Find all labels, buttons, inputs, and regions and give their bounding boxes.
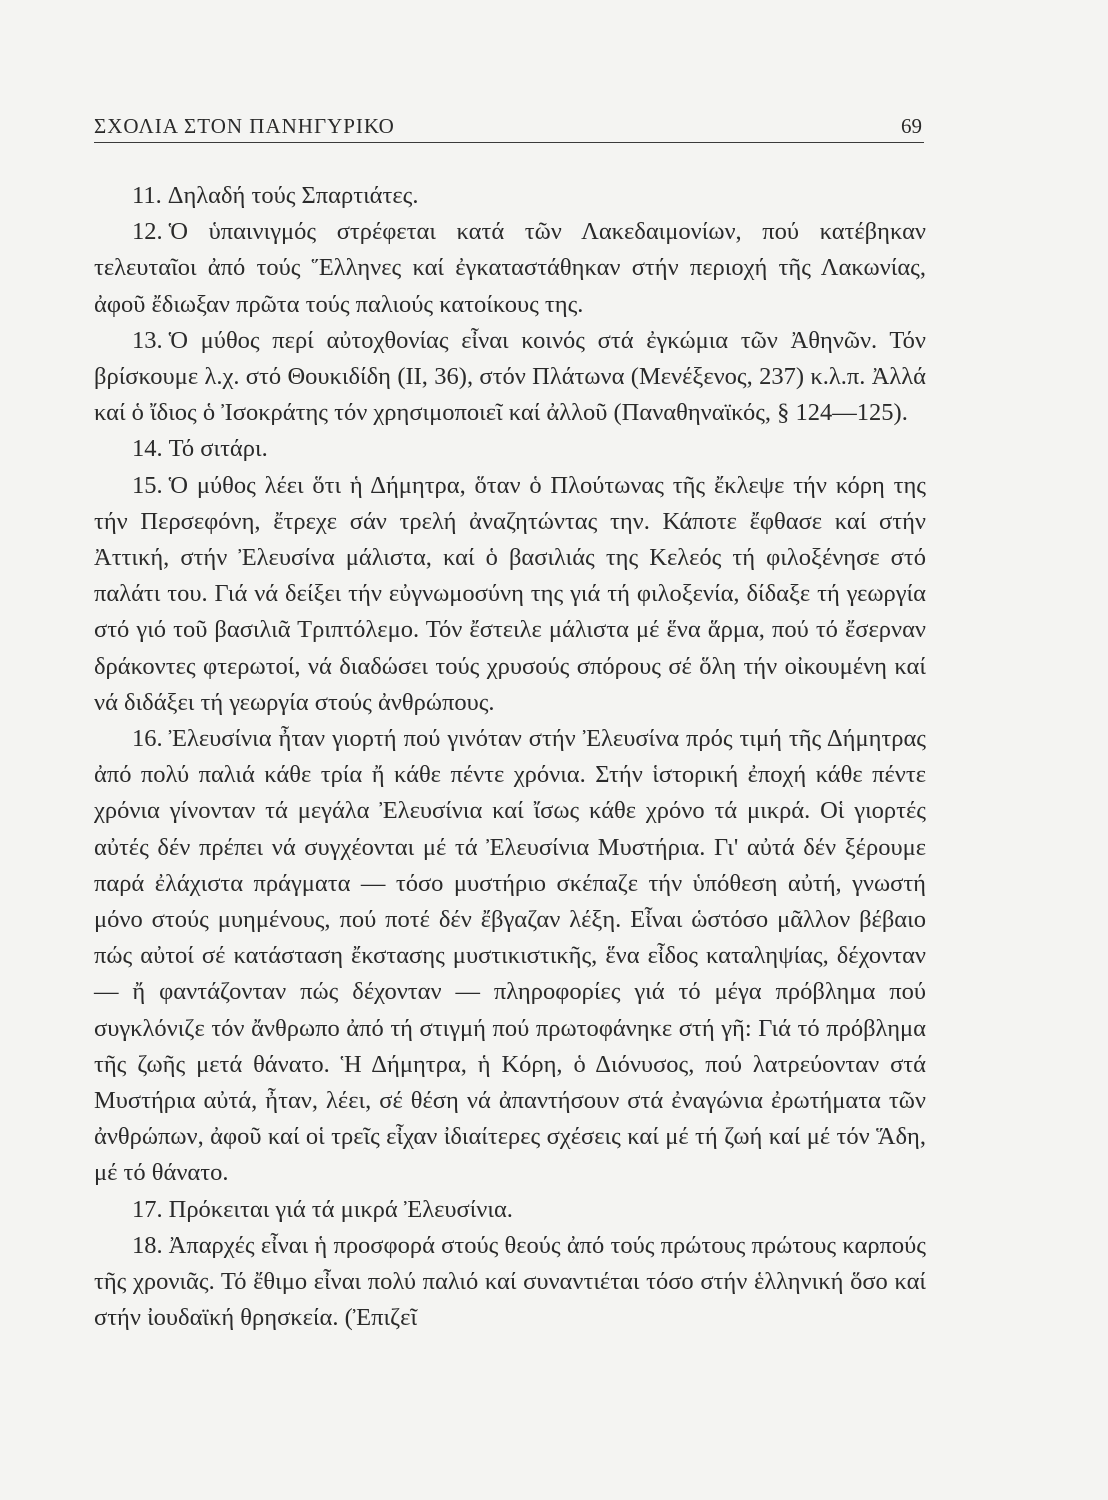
page-number: 69 xyxy=(901,114,922,138)
note-text: Δηλαδή τούς Σπαρτιάτες. xyxy=(167,182,419,209)
note-17 xyxy=(94,1192,926,1228)
running-title: ΣΧΟΛΙΑ ΣΤΟΝ ΠΑΝΗΓΥΡΙΚΟ xyxy=(94,114,395,138)
note-text: Ὁ ὑπαινιγμός στρέφεται κατά τῶν Λακεδαιμονίων, πού κατέβηκαν τελευταῖοι ἀπό τούς Ἕλληνες καί ἐγκαταστάθηκαν στήν περιοχή τῆς Λακωνίας, ἀφοῦ ἔδιωξαν πρῶτα τούς παλιούς κατοίκους της. xyxy=(94,218,926,318)
note-number: 12. xyxy=(132,218,163,246)
note-text: Ἐλευσίνια ἦταν γιορτή πού γινόταν στήν Ἐλευσίνα πρός τιμή τῆς Δήμητρας ἀπό πολύ παλιά κάθε τρία ἤ κάθε πέντε χρόνια. Στήν ἱστορική ἐποχή κάθε πέντε χρόνια γίνονταν τά μεγάλα Ἐλευσίνια καί ἴσως κάθε χρόνο τά μικρά. Οἱ γιορτές αὐτές δέν πρέπει νά συγχέονται μέ τά Ἐλευσίνια Μυστήρια. Γι' αὐτά δέν ξέρουμε παρά ἐλάχιστα πράγματα — τόσο μυστήριο σκέπαζε τήν ὑπόθεση αὐτή, γνωστή μόνο στούς μυημένους, πού ποτέ δέν ἔβγαζαν λέξη. Εἶναι ὡστόσο μᾶλλον βέβαιο πώς αὐτοί σέ κατάσταση ἔκστασης μυστικιστικῆς, ἕνα εἶδος καταληψίας, δέχονταν — ἤ φαντάζονταν πώς δέχονταν — πληροφορίες γιά τό μέγα πρόβλημα πού συγκλόνιζε τόν ἄνθρωπο ἀπό τή στιγμή πού πρωτοφάνηκε στή γῆ: Γιά τό πρόβλημα τῆς ζωῆς μετά θάνατο. Ἡ Δήμητρα, ἡ Κόρη, ὁ Διόνυσος, πού λατρεύονταν στά Μυστήρια αὐτά, ἦταν, λέει, σέ θέση νά ἀπαντήσουν στά ἐναγώνια ἐρωτήματα τῶν ἀνθρώπων, ἀφοῦ καί οἱ τρεῖς εἶχαν ἰδιαίτερες σχέσεις καί μέ τή ζωή καί μέ τόν Ἅδη, μέ τό θάνατο. xyxy=(94,725,926,1187)
note-number: 14. xyxy=(132,435,163,463)
note-11 xyxy=(94,178,926,214)
note-number: 17. xyxy=(132,1195,163,1223)
note-14 xyxy=(94,431,926,467)
note-number: 16. xyxy=(132,725,163,753)
note-12 xyxy=(94,214,926,323)
note-number: 15. xyxy=(132,471,163,499)
note-number: 13. xyxy=(132,326,163,354)
note-13 xyxy=(94,323,926,432)
note-text: Ἀπαρχές εἶναι ἡ προσφορά στούς θεούς ἀπό τούς πρώτους πρώτους καρπούς τῆς χρονιᾶς. Τό ἔθιμο εἶναι πολύ παλιό καί συναντιέται τόσο στήν ἑλληνική ὅσο καί στήν ἰουδαϊκή θρησκεία. (Ἐπιζεῖ xyxy=(94,1231,926,1332)
note-15 xyxy=(94,468,926,721)
note-18 xyxy=(94,1228,926,1337)
notes-body xyxy=(94,178,926,1337)
note-number: 11. xyxy=(132,182,162,209)
note-text: Ὁ μύθος περί αὐτοχθονίας εἶναι κοινός στά ἐγκώμια τῶν Ἀθηνῶν. Τόν βρίσκουμε λ.χ. στό Θουκιδίδη (ΙΙ, 36), στόν Πλάτωνα (Μενέξενος, 237) κ.λ.π. Ἀλλά καί ὁ ἴδιος ὁ Ἰσοκράτης τόν χρησιμοποιεῖ καί ἀλλοῦ (Παναθηναϊκός, § 124—125). xyxy=(94,326,926,427)
note-16 xyxy=(94,721,926,1192)
note-number: 18. xyxy=(132,1231,163,1259)
note-text: Ὁ μύθος λέει ὅτι ἡ Δήμητρα, ὅταν ὁ Πλούτωνας τῆς ἔκλεψε τήν κόρη της τήν Περσεφόνη, ἔτρεχε σάν τρελή ἀναζητώντας την. Κάποτε ἔφθασε καί στήν Ἀττική, στήν Ἐλευσίνα μάλιστα, καί ὁ βασιλιάς της Κελεός τή φιλοξένησε στό παλάτι του. Γιά νά δείξει τήν εὐγνωμοσύνη της γιά τή φιλοξενία, δίδαξε τή γεωργία στό γιό τοῦ βασιλιᾶ Τριπτόλεμο. Τόν ἔστειλε μάλιστα μέ ἕνα ἅρμα, πού τό ἔσερναν δράκοντες φτερωτοί, νά διαδώσει τούς χρυσούς σπόρους σέ ὅλη τήν οἰκουμένη καί νά διδάξει τή γεωργία στούς ἀνθρώπους. xyxy=(94,471,926,716)
note-text: Πρόκειται γιά τά μικρά Ἐλευσίνια. xyxy=(168,1195,513,1223)
note-text: Τό σιτάρι. xyxy=(168,435,268,463)
running-header xyxy=(94,110,924,143)
